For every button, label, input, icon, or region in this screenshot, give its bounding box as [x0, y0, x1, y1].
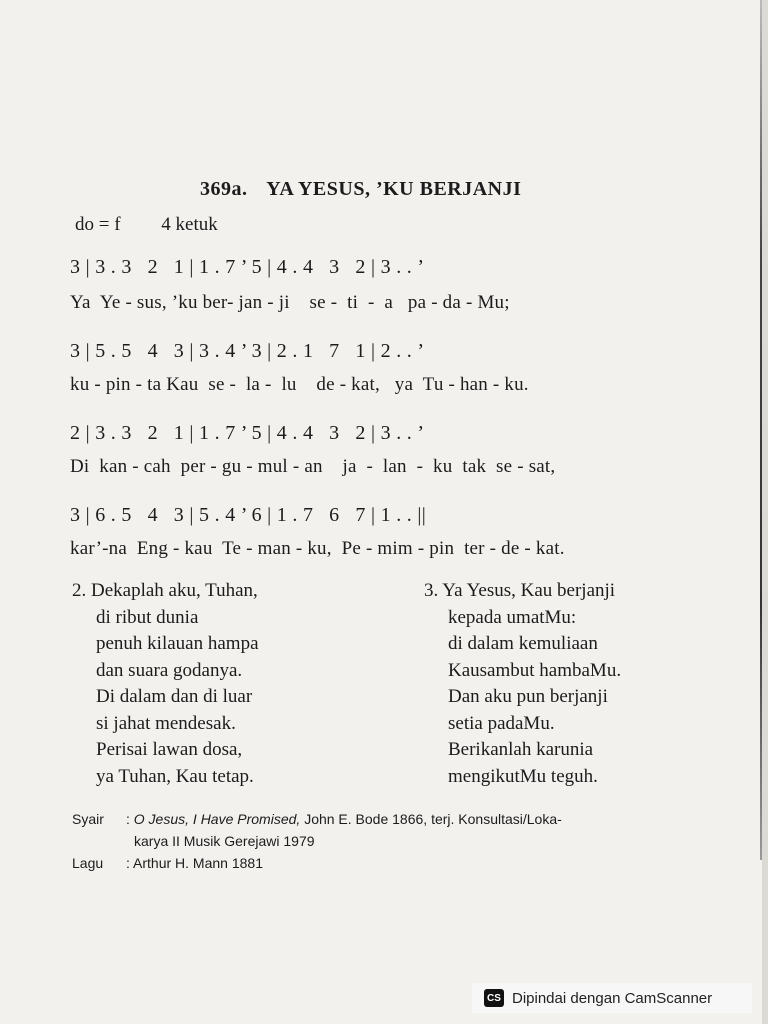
hymn-meta: [75, 214, 218, 236]
verse-line: si jahat mendesak.: [96, 712, 236, 734]
hymn-number: 369a.: [200, 178, 248, 200]
lyrics-author: John E. Bode 1866, terj. Konsultasi/Loka-: [304, 811, 562, 827]
scanner-watermark: [472, 983, 752, 1013]
score-lyrics-line-4: kar’-na Eng - kau Te - man - ku, Pe - mim - pin ter - de - kat.: [70, 538, 565, 559]
verse-line: setia padaMu.: [448, 712, 555, 734]
verse-line: kepada umatMu:: [448, 606, 577, 628]
lyrics-label: Syair: [72, 811, 104, 827]
watermark-text: Dipindai dengan CamScanner: [512, 989, 713, 1007]
music-label: Lagu: [72, 855, 104, 871]
verse-line: Di dalam dan di luar: [96, 686, 253, 707]
camscanner-logo-icon: CS: [484, 989, 504, 1007]
verse-number: 3.: [424, 580, 439, 601]
score-lyrics-line-2: ku - pin - ta Kau se - la - lu de - kat, ya Tu - han - ku.: [70, 374, 529, 395]
verse-line: dan suara godanya.: [96, 659, 243, 681]
score-notes-line-4: 3 | 6 . 5 4 3 | 5 . 4 ’ 6 | 1 . 7 6 7 | 1 . . ||: [70, 504, 426, 526]
verse-line: ya Tuhan, Kau tetap.: [96, 765, 254, 787]
lyrics-credit: Syair : O Jesus, I Have Promised, John E. Bode 1866, terj. Konsultasi/Loka-: [72, 808, 722, 830]
lyrics-credit-continued: karya II Musik Gerejawi 1979: [134, 833, 315, 849]
music-author: Arthur H. Mann 1881: [133, 855, 263, 871]
verse-number: 2.: [72, 580, 87, 601]
score-notes-line-3: 2 | 3 . 3 2 1 | 1 . 7 ’ 5 | 4 . 4 3 2 | 3 . . ’: [70, 422, 425, 444]
verse-line: di ribut dunia: [96, 606, 199, 628]
verse-line: [424, 578, 621, 605]
lyrics-work: O Jesus, I Have Promised,: [133, 811, 301, 827]
verse-line: Kausambut hambaMu.: [448, 659, 622, 681]
verse-line: di dalam kemuliaan: [448, 633, 598, 654]
verse-line: Berikanlah karunia: [448, 739, 594, 760]
hymn-title: YA YESUS, ’KU BERJANJI: [266, 178, 522, 200]
score-lyrics-line-3: Di kan - cah per - gu - mul - an ja - lan - ku tak se - sat,: [70, 456, 556, 477]
key-signature: do = f: [75, 214, 121, 235]
verse-2: [72, 578, 259, 790]
score-lyrics-line-1: Ya Ye - sus, ’ku ber- jan - ji se - ti - a pa - da - Mu;: [70, 292, 510, 313]
credits: [72, 808, 722, 874]
music-credit: Lagu : Arthur H. Mann 1881: [72, 852, 722, 874]
verse-text: Dekaplah aku, Tuhan,: [91, 580, 258, 601]
time-signature: 4 ketuk: [161, 214, 218, 235]
verse-text: Ya Yesus, Kau berjanji: [442, 580, 616, 601]
verse-line: Perisai lawan dosa,: [96, 739, 243, 760]
verse-3: [424, 578, 621, 790]
verse-line: penuh kilauan hampa: [96, 633, 259, 654]
page-edge-shadow: [762, 0, 768, 1024]
verse-line: Dan aku pun berjanji: [448, 686, 608, 707]
score-notes-line-1: 3 | 3 . 3 2 1 | 1 . 7 ’ 5 | 4 . 4 3 2 | 3 . . ’: [70, 256, 425, 278]
score-notes-line-2: 3 | 5 . 5 4 3 | 3 . 4 ’ 3 | 2 . 1 7 1 | 2 . . ’: [70, 340, 425, 362]
page-edge-line: [760, 0, 762, 860]
verse-line: mengikutMu teguh.: [448, 765, 598, 787]
verse-line: [72, 578, 259, 605]
hymn-title-row: [200, 178, 521, 201]
